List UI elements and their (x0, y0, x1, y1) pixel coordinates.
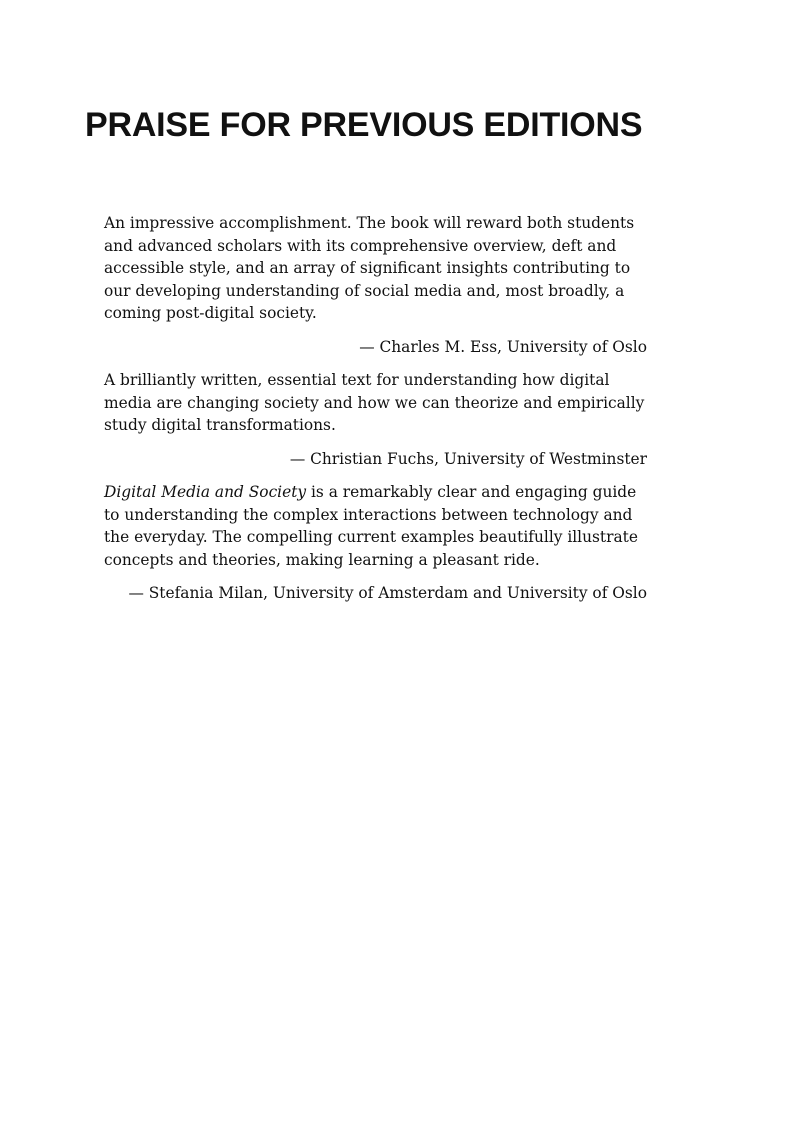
praise-item (104, 369, 647, 470)
praise-list (104, 212, 647, 616)
praise-attribution: — Stefania Milan, University of Amsterdam and University of Oslo (128, 584, 647, 602)
praise-item (104, 481, 647, 605)
book-title: Digital Media and Society (104, 483, 307, 501)
praise-quote-container (104, 481, 647, 571)
praise-attribution: — Christian Fuchs, University of Westminster (289, 449, 647, 468)
praise-quote: A brilliantly written, essential text for understanding how digital media are changing society and how we can theorize and empirically study digital transformations. (104, 371, 645, 434)
page-heading: PRAISE FOR PREVIOUS EDITIONS (85, 106, 643, 144)
praise-attribution: — Charles M. Ess, University of Oslo (359, 337, 647, 356)
praise-quote: An impressive accomplishment. The book will reward both students and advanced scholars with its comprehensive overview, deft and accessible style, and an array of significant insights contributing to our developing understanding of social media and, most broadly, a coming post-digital society. (104, 214, 635, 322)
praise-quote: is a remarkably clear and engaging guide to understanding the complex interactions between technology and the everyday. The compelling current examples beautifully illustrate concepts and theories, making learning a pleasant ride. (104, 483, 638, 569)
praise-item (104, 212, 647, 358)
